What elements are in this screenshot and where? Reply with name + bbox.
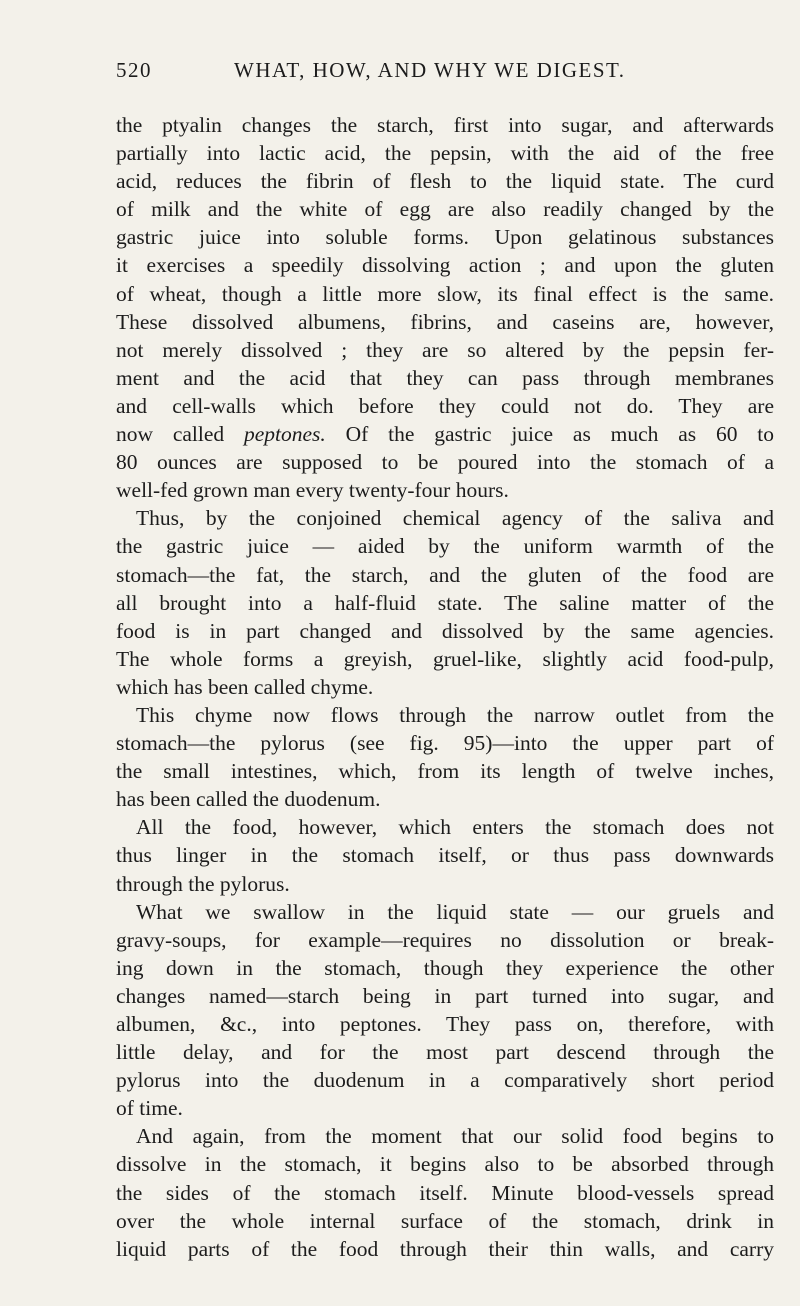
text-line: food is in part changed and dissolved by the same agencies. [116, 618, 774, 643]
running-title: WHAT, HOW, AND WHY WE DIGEST. [234, 58, 626, 82]
text-line: dissolve in the stomach, it begins also to be absorbed through [116, 1152, 774, 1177]
text-line: of milk and the white of egg are also readily changed by the [116, 197, 774, 222]
text-line: 80 ounces are supposed to be poured into the stomach of a [116, 450, 774, 475]
text-line: the ptyalin changes the starch, first into sugar, and afterwards [116, 113, 774, 137]
text-line: over the whole internal surface of the stomach, drink in [116, 1208, 774, 1233]
text-line: These dissolved albumens, fibrins, and caseins are, however, [116, 309, 774, 334]
text-segment: now called [116, 422, 244, 447]
text-line: and cell-walls which before they could not do. They are [116, 393, 774, 418]
text-line: which has been called chyme. [116, 674, 374, 699]
text-line: the gastric juice — aided by the uniform warmth of the [116, 534, 774, 559]
text-line: The whole forms a greyish, gruel-like, slightly acid food-pulp, [116, 646, 774, 671]
body-text [116, 111, 774, 1263]
text-line: all brought into a half-fluid state. The saline matter of the [116, 590, 774, 615]
text-line: acid, reduces the fibrin of flesh to the liquid state. The curd [116, 169, 774, 194]
text-line: And again, from the moment that our solid food begins to [136, 1124, 774, 1149]
text-line: little delay, and for the most part descend through the [116, 1040, 774, 1065]
text-line: stomach—the fat, the starch, and the gluten of the food are [116, 562, 774, 587]
text-line: it exercises a speedily dissolving action ; and upon the gluten [116, 253, 774, 278]
text-line: has been called the duodenum. [116, 787, 381, 812]
text-line: partially into lactic acid, the pepsin, with the aid of the free [116, 141, 774, 166]
running-head [116, 58, 676, 88]
text-line: ing down in the stomach, though they experience the other [116, 955, 774, 980]
text-line: through the pylorus. [116, 871, 290, 896]
text-line: What we swallow in the liquid state — our gruels and [136, 899, 774, 924]
text-line: Thus, by the conjoined chemical agency of the saliva and [136, 506, 774, 531]
text-line: All the food, however, which enters the stomach does not [136, 815, 774, 840]
text-line: This chyme now flows through the narrow outlet from the [136, 702, 774, 727]
page-number: 520 [116, 58, 152, 82]
text-line [116, 420, 774, 448]
text-line: of time. [116, 1096, 183, 1121]
text-line: changes named—starch being in part turned into sugar, and [116, 983, 774, 1008]
text-line: thus linger in the stomach itself, or thus pass downwards [116, 843, 774, 868]
text-line: albumen, &c., into peptones. They pass on, therefore, with [116, 1012, 774, 1036]
text-line: not merely dissolved ; they are so altered by the pepsin fer- [116, 337, 774, 362]
text-line: stomach—the pylorus (see fig. 95)—into the upper part of [116, 731, 774, 756]
text-line: of wheat, though a little more slow, its final effect is the same. [116, 281, 774, 306]
text-line: ment and the acid that they can pass through membranes [116, 365, 774, 390]
text-line: gravy-soups, for example—requires no dissolution or break- [116, 927, 774, 952]
text-line: pylorus into the duodenum in a comparatively short period [116, 1068, 774, 1093]
text-line: the small intestines, which, from its length of twelve inches, [116, 759, 774, 784]
text-line: the sides of the stomach itself. Minute blood-vessels spread [116, 1180, 774, 1205]
text-line: well-fed grown man every twenty-four hours. [116, 478, 509, 503]
text-line: liquid parts of the food through their thin walls, and carry [116, 1236, 774, 1261]
text-segment: Of the gastric juice as much as 60 to [325, 422, 774, 447]
text-line: gastric juice into soluble forms. Upon gelatinous substances [116, 225, 774, 250]
italic-term: peptones. [243, 422, 326, 447]
